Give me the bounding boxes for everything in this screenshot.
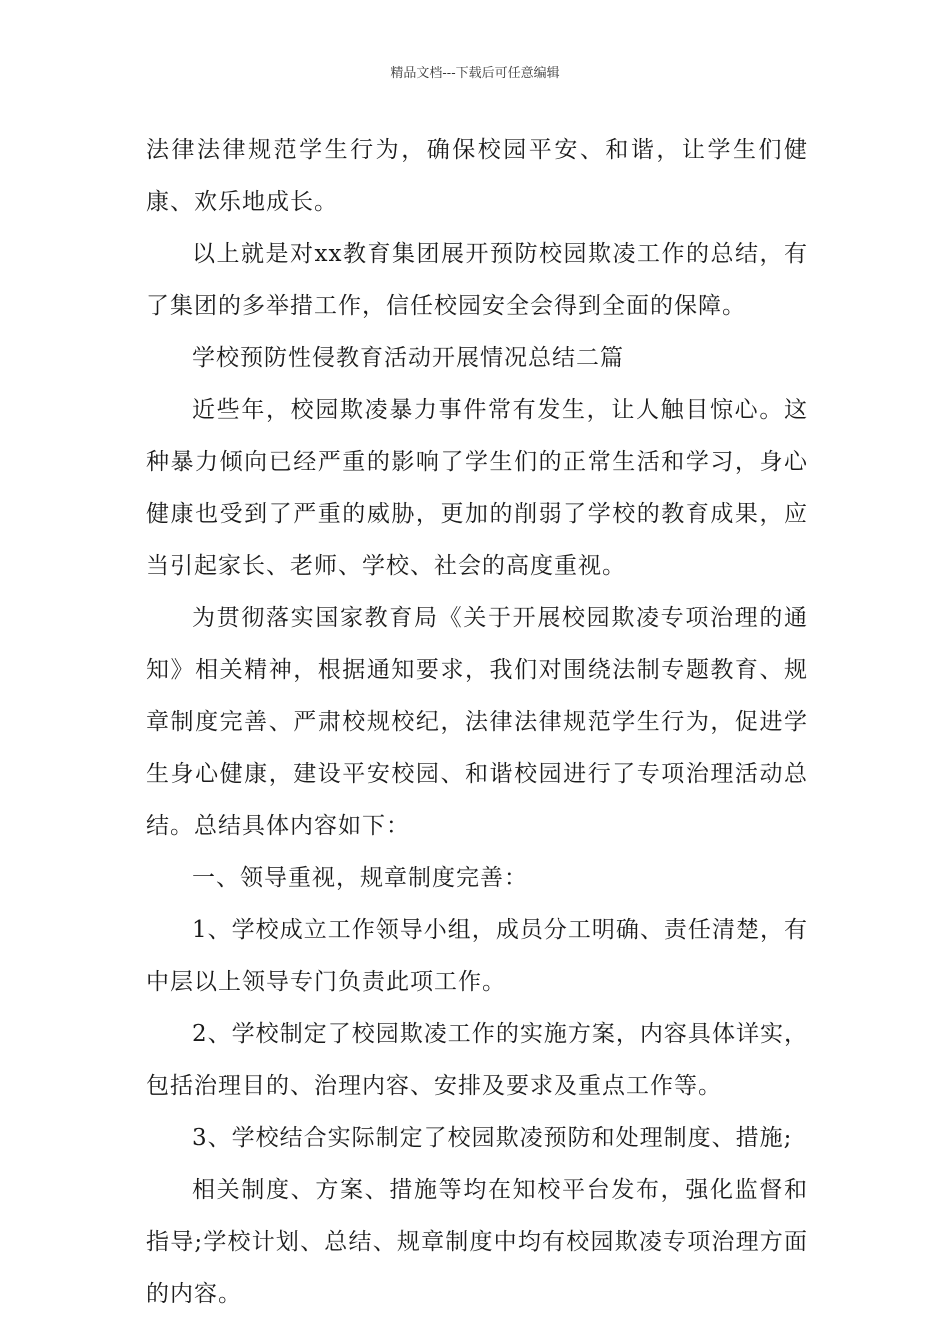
section-title: 学校预防性侵教育活动开展情况总结二篇 <box>192 345 624 371</box>
paragraph-purpose: 为贯彻落实国家教育局《关于开展校园欺凌专项治理的通知》相关精神，根据通知要求，我们对围绕法制专题教育、规章制度完善、严肃校规校纪，法律法律规范学生行为，促进学生身心健康，建设平安校园、和谐校园进行了专项治理活动总结。总结具体内容如下： <box>146 605 808 839</box>
paragraph-continuation: 法律法律规范学生行为，确保校园平安、和谐，让学生们健康、欢乐地成长。 <box>146 137 808 215</box>
list-item-2: 2、学校制定了校园欺凌工作的实施方案，内容具体详实，包括治理目的、治理内容、安排及要求及重点工作等。 <box>146 1021 808 1099</box>
list-item-1: 1、学校成立工作领导小组，成员分工明确、责任清楚，有中层以上领导专门负责此项工作。 <box>146 917 808 995</box>
list-item-3: 3、学校结合实际制定了校园欺凌预防和处理制度、措施; <box>192 1125 793 1151</box>
page-header: 精品文档---下载后可任意编辑 <box>390 66 560 81</box>
paragraph-summary-conclusion: 以上就是对xx教育集团展开预防校园欺凌工作的总结，有了集团的多举措工作，信任校园安全会得到全面的保障。 <box>146 241 808 319</box>
heading-part-one: 一、领导重视，规章制度完善： <box>192 865 528 891</box>
paragraph-related-systems: 相关制度、方案、措施等均在知校平台发布，强化监督和指导;学校计划、总结、规章制度中均有校园欺凌专项治理方面的内容。 <box>146 1177 808 1307</box>
paragraph-intro: 近些年，校园欺凌暴力事件常有发生，让人触目惊心。这种暴力倾向已经严重的影响了学生们的正常生活和学习，身心健康也受到了严重的威胁，更加的削弱了学校的教育成果，应当引起家长、老师、学校、社会的高度重视。 <box>146 397 808 579</box>
document-body <box>146 124 808 1320</box>
